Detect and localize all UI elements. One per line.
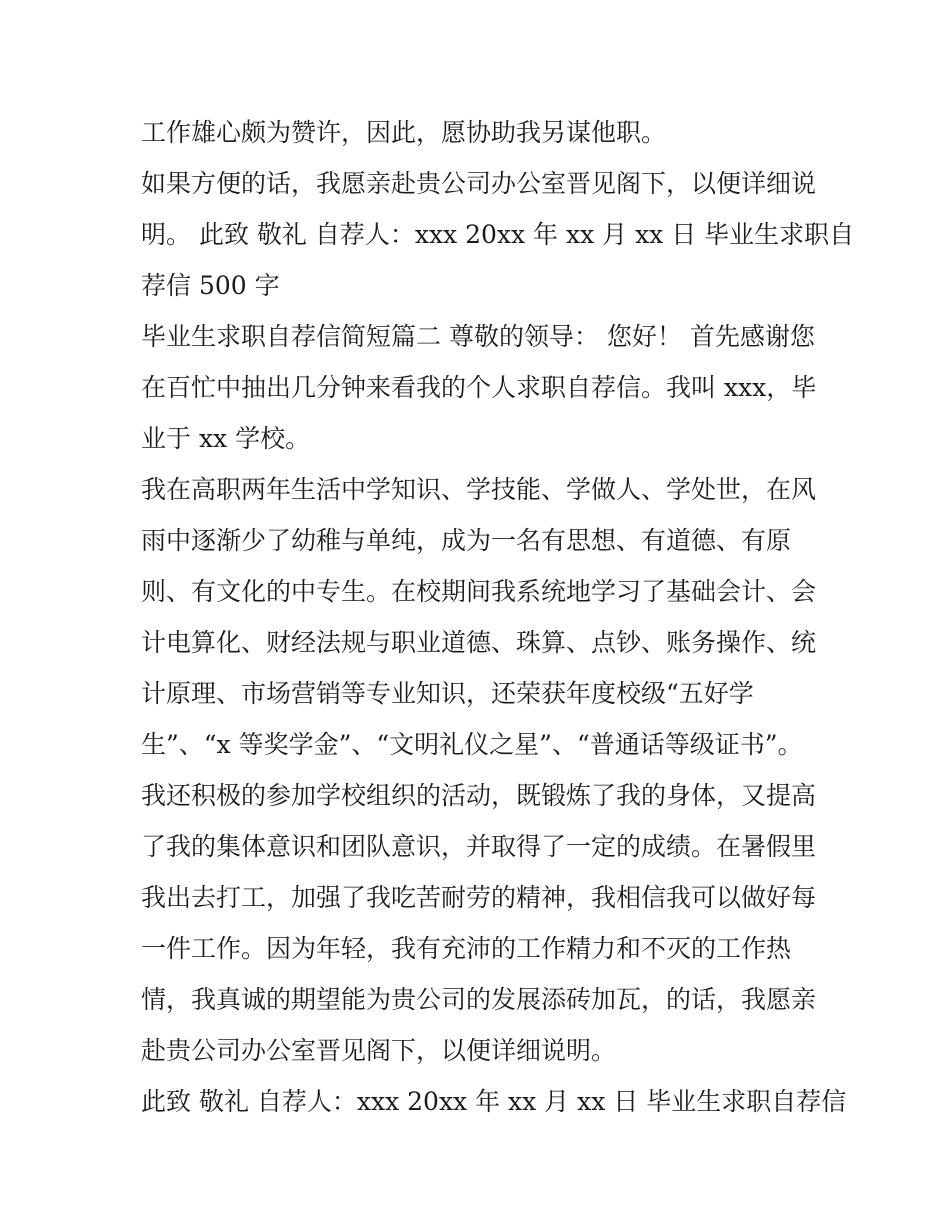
text-line: 荐信 500 字 — [141, 271, 280, 300]
text-line: 工作雄心颇为赞许，因此，愿协助我另谋他职。 — [141, 118, 667, 147]
text-line: 业于 xx 学校。 — [141, 424, 311, 453]
text-line: 情，我真诚的期望能为贵公司的发展添砖加瓦，的话，我愿亲 — [141, 985, 817, 1014]
text-line: 计电算化、财经法规与职业道德、珠算、点钞、账务操作、统 — [141, 628, 817, 657]
text-line: 计原理、市场营销等专业知识，还荣获年度校级“五好学 — [141, 679, 754, 708]
text-line: 了我的集体意识和团队意识，并取得了一定的成绩。在暑假里 — [141, 832, 817, 861]
text-line: 此致 敬礼 自荐人：xxx 20xx 年 xx 月 xx 日 毕业生求职自荐信 — [141, 1087, 847, 1116]
text-line: 我出去打工，加强了我吃苦耐劳的精神，我相信我可以做好每 — [141, 883, 817, 912]
text-line: 一件工作。因为年轻，我有充沛的工作精力和不灭的工作热 — [141, 934, 792, 963]
text-line: 明。 此致 敬礼 自荐人：xxx 20xx 年 xx 月 xx 日 毕业生求职自 — [141, 220, 855, 249]
letter-body — [141, 107, 855, 1127]
text-line: 如果方便的话，我愿亲赴贵公司办公室晋见阁下，以便详细说 — [141, 169, 817, 198]
text-line: 我在高职两年生活中学知识、学技能、学做人、学处世，在风 — [141, 475, 817, 504]
text-line: 生”、“x 等奖学金”、“文明礼仪之星”、“普通话等级证书”。 — [141, 730, 803, 759]
text-line: 毕业生求职自荐信简短篇二 尊敬的领导： 您好！ 首先感谢您 — [141, 322, 815, 351]
text-line: 在百忙中抽出几分钟来看我的个人求职自荐信。我叫 xxx，毕 — [141, 373, 817, 402]
text-line: 赴贵公司办公室晋见阁下，以便详细说明。 — [141, 1036, 617, 1065]
text-line: 雨中逐渐少了幼稚与单纯，成为一名有思想、有道德、有原 — [141, 526, 792, 555]
text-line: 我还积极的参加学校组织的活动，既锻炼了我的身体，又提高 — [141, 781, 817, 810]
text-line: 则、有文化的中专生。在校期间我系统地学习了基础会计、会 — [141, 577, 817, 606]
